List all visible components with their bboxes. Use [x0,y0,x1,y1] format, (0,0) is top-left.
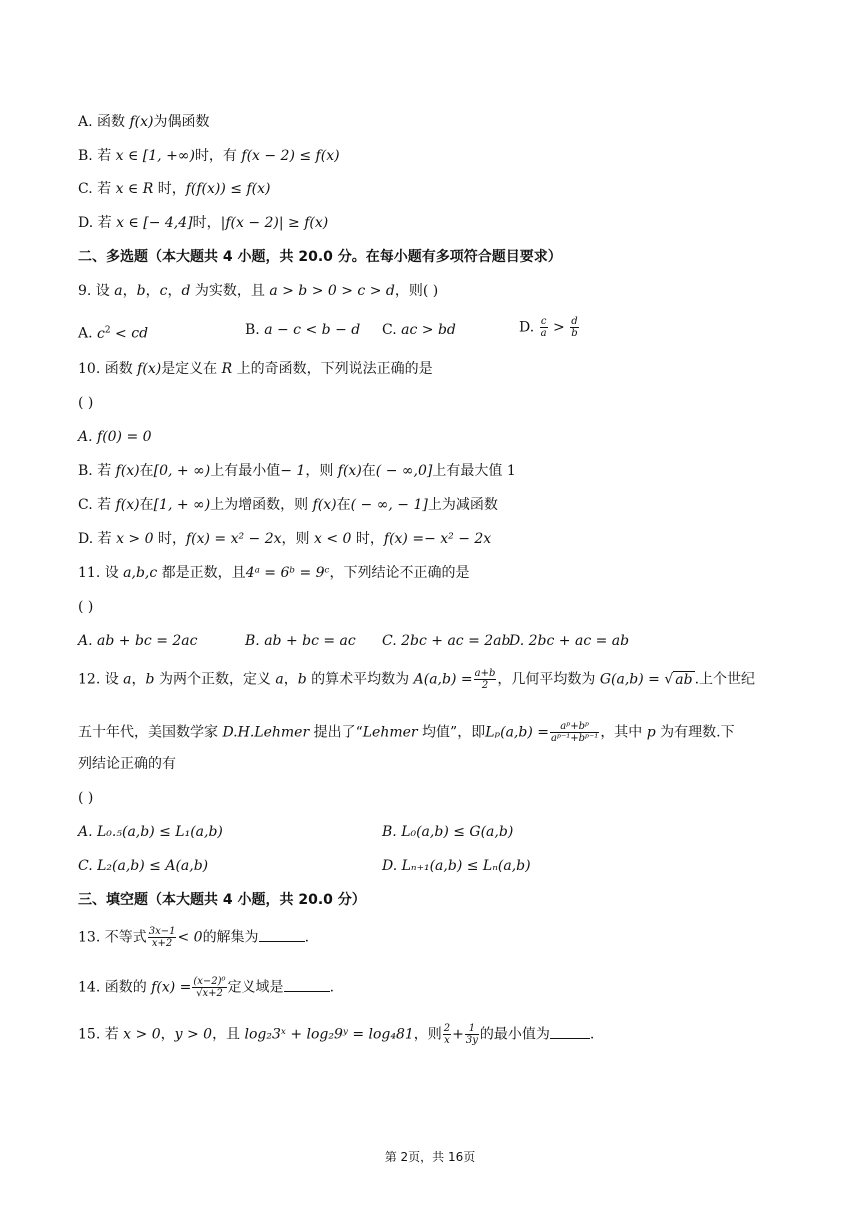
text: 均值”，即 [417,724,486,741]
text: B. 若 [78,148,116,164]
math: f(x) = x² − 2x [185,531,282,547]
math: f(f(x)) ≤ f(x) [185,181,271,197]
text: ， [145,283,160,299]
q10-option-c [78,495,498,515]
text: B. 若 [78,463,116,479]
text: 五十年代，美国数学家 [78,724,223,741]
text: 时， [192,215,221,231]
text: ， [122,283,137,299]
text: 时， [153,181,186,197]
answer-blank[interactable] [284,977,330,992]
q8-option-a [78,112,209,132]
math: ( − ∞,0] [375,463,433,479]
fraction-3x-1-over-x-2: $\frac{3x-1}{x+2}$ [148,926,176,949]
fraction-2-over-x: $\frac{2}{x}$ [443,1023,451,1046]
label: C. [382,322,402,338]
math: f(x − 2) ≤ f(x) [241,148,340,164]
fraction-lehmer: $\frac{\text{aᵖ+bᵖ}}{\text{aᵖ⁻¹+bᵖ⁻¹}}$ [550,721,599,744]
text: ， [283,671,298,688]
q10-option-a: A. f(0) = 0 [78,429,152,445]
math: Lehmer [362,724,418,741]
math: x ∈ [− 4,4] [116,215,193,231]
text: ，下列结论不正确的是 [329,565,470,581]
q11-option-b: B. ab + bc = ac [245,633,356,649]
text: 在 [139,463,154,479]
math: a,b,c [123,565,158,581]
math: > [548,319,570,336]
text: ，且 [212,1026,245,1043]
q9-option-b [245,320,360,340]
q13-stem [78,926,309,949]
math: a [275,671,284,688]
math: G(a,b) = [599,671,660,688]
text: D. 若 [78,215,117,231]
text: 10. 函数 [78,361,138,377]
math: f(x) = [151,979,192,996]
math: f(x) [129,114,154,130]
text: 的算术平均数为 [306,671,414,688]
math: 4ᵃ = 6ᵇ = 9ᶜ [245,565,330,581]
text: 都是正数，且 [157,565,246,581]
text: 上有最大值 1 [432,463,516,479]
q10-option-d [78,529,491,549]
text: 的解集为 [202,929,259,946]
math: f(x) [337,463,362,479]
q8-option-b [78,146,340,166]
q11-option-a: A. ab + bc = 2ac [78,633,198,649]
q12-option-c: C. L₂(a,b) ≤ A(a,b) [78,858,209,874]
text: 15. 若 [78,1026,124,1043]
text: 时，有 [194,148,242,164]
fraction-1-over-3y: $\frac{1}{3y}$ [465,1023,478,1046]
math: x ∈ [1, +∞) [115,148,195,164]
text: 为两个正数，定义 [154,671,276,688]
q10-option-b [78,461,516,481]
fraction-domain: $\frac{\text{(x−2)⁰}}{√x+2}$ [193,976,226,999]
math: cd [131,325,149,342]
text: A. 函数 [78,114,130,130]
text: 在 [336,497,351,513]
text: 为实数，且 [190,283,270,299]
text: 上为增函数，则 [210,497,313,513]
math: x < 0 [314,531,352,547]
text: 上有最小值 [210,463,281,479]
math: < 0 [177,929,203,946]
answer-blank[interactable] [550,1024,590,1039]
text: ，其中 [600,724,647,741]
text: . [329,979,335,996]
text: 的最小值为 [479,1026,550,1043]
answer-blank[interactable] [259,927,305,942]
math: y > 0 [174,1026,213,1043]
text: 定义域是 [227,979,284,996]
text: ， [167,283,182,299]
text: ，则 [413,1026,442,1043]
math: [0, + ∞) [153,463,211,479]
q12-option-d: D. Lₙ₊₁(a,b) ≤ Lₙ(a,b) [382,858,531,874]
math: ac > bd [401,322,456,338]
math: b [136,283,146,299]
math: f(x) [312,497,337,513]
q12-option-b: B. L₀(a,b) ≤ G(a,b) [382,824,514,840]
math: + [452,1026,464,1043]
text: 14. 函数的 [78,979,152,996]
math: p [646,724,656,741]
page-footer: 第 2页，共 16页 [384,1150,476,1164]
text: 12. 设 [78,671,124,688]
math: |f(x − 2)| ≥ f(x) [220,215,329,231]
text: C. 若 [78,497,116,513]
text: 13. 不等式 [78,929,147,946]
text: ，则 [305,463,338,479]
math: f(x) [115,463,140,479]
text: . [589,1026,595,1043]
q12-option-a: A. L₀.₅(a,b) ≤ L₁(a,b) [78,824,223,840]
q11-option-d: D. 2bc + ac = ab [509,633,630,649]
math: ( − ∞, − 1] [350,497,428,513]
math: a [123,671,132,688]
q9-option-d [519,316,580,339]
text: 上为减函数 [427,497,498,513]
math: x ∈ R [115,181,154,197]
fraction-d-over-b: $\frac{d}{b}$ [571,316,578,339]
math: a [114,283,123,299]
q12-answer-paren: ( ) [78,790,94,806]
math: Lₚ(a,b) = [485,724,549,741]
text: 上的奇函数，下列说法正确的是 [232,361,433,377]
text: ，则 [281,531,314,547]
q12-stem-line-2 [78,721,735,744]
section-2-heading: 二、多选题（本大题共 4 小题，共 20.0 分。在每小题有多项符合题目要求） [78,249,562,265]
text: 11. 设 [78,565,124,581]
q9-option-c [382,320,456,340]
fraction-a-plus-b-over-2: $\frac{a+b}{2}$ [474,668,496,691]
text: 提出了“ [309,724,363,741]
q8-option-d [78,213,328,233]
label: A. [78,325,98,342]
text: C. 若 [78,181,116,197]
label: B. [245,322,265,338]
text: 在 [361,463,376,479]
math: a − c < b − d [264,322,361,338]
text: 9. 设 [78,283,115,299]
q10-stem [78,359,433,379]
label: D. [519,319,539,336]
text: ，几何平均数为 [497,671,600,688]
q14-stem [78,976,334,999]
q9-stem [78,281,438,301]
text: 是定义在 [161,361,222,377]
math: A(a,b) = [413,671,473,688]
text: 在 [139,497,154,513]
math: b [297,671,307,688]
q15-stem [78,1023,594,1046]
math: c [159,283,168,299]
fraction-c-over-a: $\frac{c}{a}$ [540,316,547,339]
math: − 1 [280,463,306,479]
sqrt-ab: √ ab [659,671,693,688]
math: f(x) =− x² − 2x [383,531,492,547]
q10-answer-paren: ( ) [78,395,94,411]
q12-stem-line-3: 列结论正确的有 [78,756,176,772]
q9-option-a [78,320,148,344]
math: x > 0 [116,531,154,547]
math: a > b > 0 > c > d [269,283,395,299]
text: ， [160,1026,175,1043]
q12-stem-line-1 [78,668,755,691]
text: . [304,929,310,946]
q11-stem [78,563,469,583]
text: ，则( ) [394,283,439,299]
math: f(x) [115,497,140,513]
text: 时， [153,531,186,547]
text: 为偶函数 [153,114,210,130]
text: .上个世纪 [694,671,756,688]
text: ， [131,671,146,688]
math: log₂3ˣ + log₂9ʸ = log₄81 [244,1026,414,1043]
math: b [145,671,155,688]
math: x > 0 [123,1026,161,1043]
q11-answer-paren: ( ) [78,599,94,615]
text: 时， [351,531,384,547]
math: [1, + ∞) [153,497,211,513]
math: f(x) [137,361,162,377]
q8-option-c [78,179,270,199]
math: R [221,361,233,377]
math: D.H.Lehmer [222,724,310,741]
text: D. 若 [78,531,117,547]
text: 为有理数.下 [655,724,735,741]
math: d [181,283,191,299]
section-3-heading: 三、填空题（本大题共 4 小题，共 20.0 分） [78,892,366,908]
q11-option-c: C. 2bc + ac = 2ab [382,633,511,649]
math: $c^2$ < [97,325,132,342]
